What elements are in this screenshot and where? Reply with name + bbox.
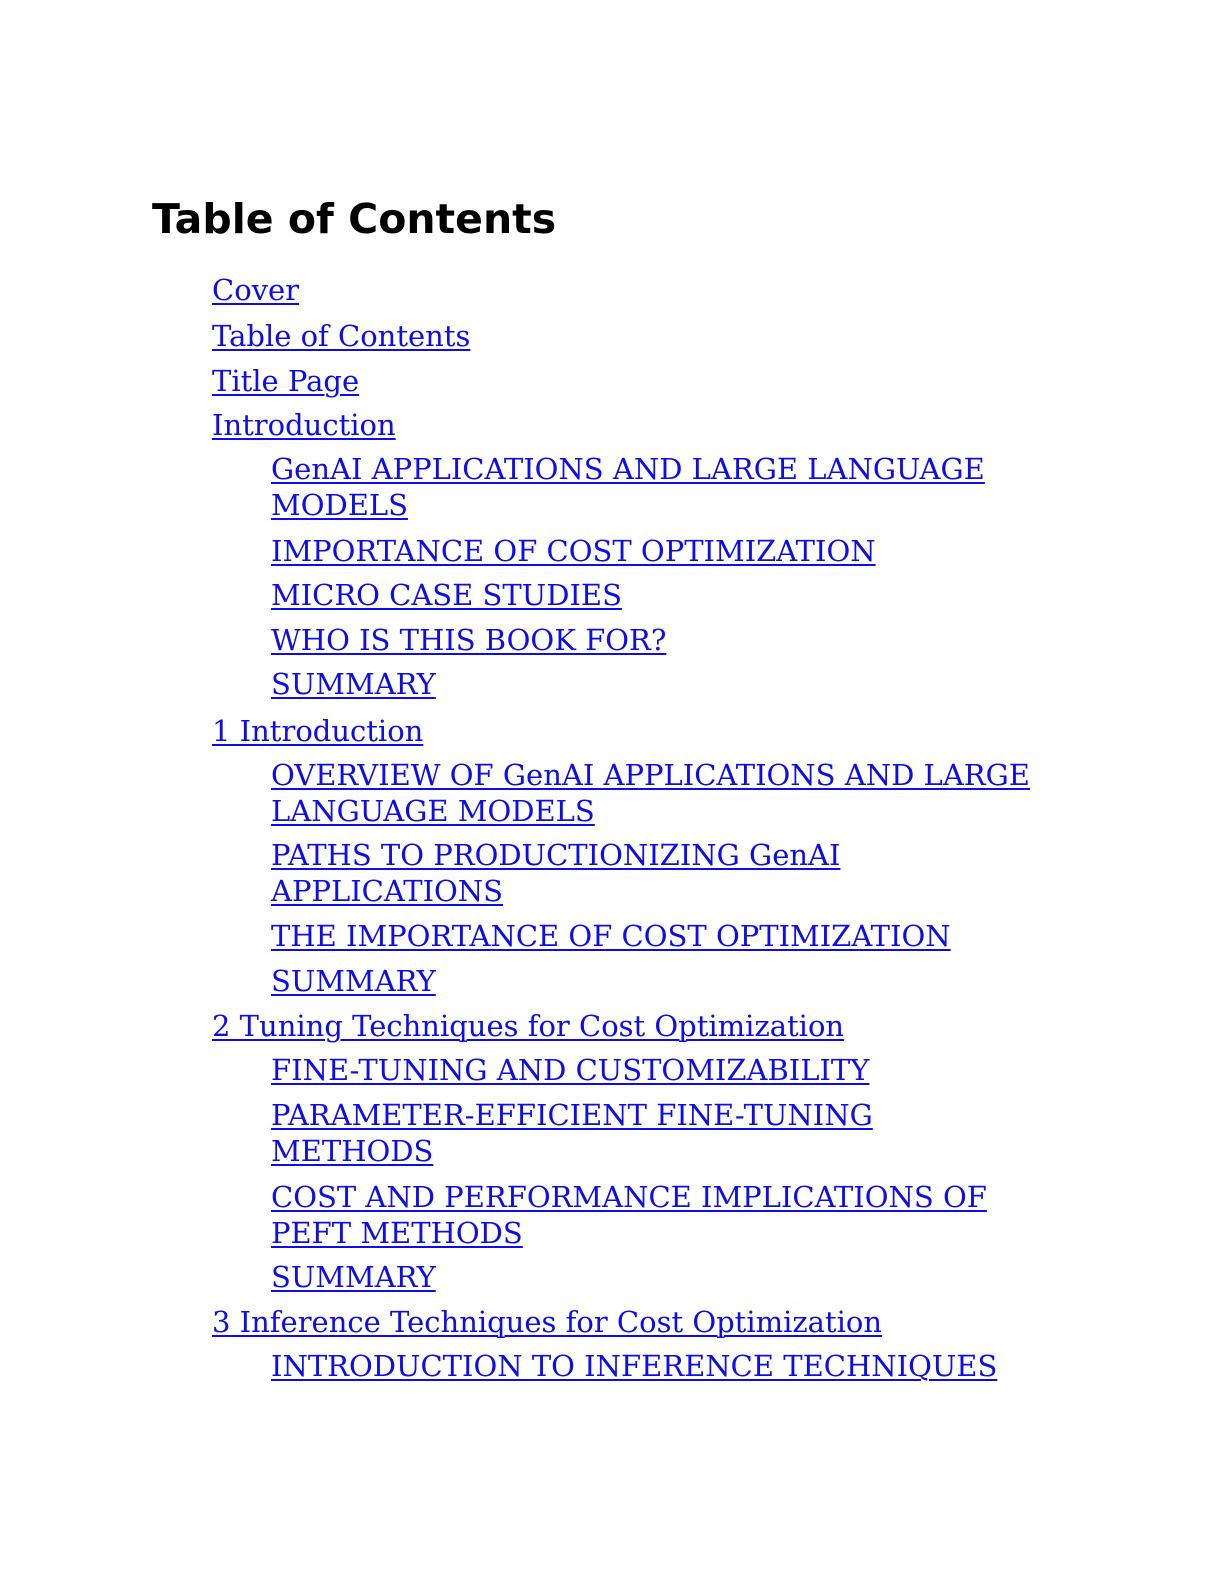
toc-link-micro-case-studies[interactable]: MICRO CASE STUDIES [271, 578, 622, 612]
toc-link-introduction-to-inference-techniques[interactable]: INTRODUCTION TO INFERENCE TECHNIQUES [271, 1349, 998, 1383]
toc-link-cost-and-performance-line1[interactable]: COST AND PERFORMANCE IMPLICATIONS OF [271, 1180, 987, 1214]
toc-link-cover[interactable]: Cover [212, 273, 300, 307]
toc-link-summary-ch1[interactable]: SUMMARY [271, 964, 436, 998]
toc-link-summary-intro[interactable]: SUMMARY [271, 667, 436, 701]
toc-link-peft-methods-line2[interactable]: METHODS [271, 1134, 434, 1168]
toc-link-chapter-1[interactable]: 1 Introduction [212, 714, 424, 748]
toc-link-summary-ch2[interactable]: SUMMARY [271, 1260, 436, 1294]
toc-link-paths-to-productionizing-line2[interactable]: APPLICATIONS [271, 874, 504, 908]
toc-link-genai-applications-line2[interactable]: MODELS [271, 488, 409, 522]
toc-link-chapter-2[interactable]: 2 Tuning Techniques for Cost Optimization [212, 1009, 845, 1043]
toc-link-overview-genai-line1[interactable]: OVERVIEW OF GenAI APPLICATIONS AND LARGE [271, 758, 1030, 792]
toc-link-table-of-contents[interactable]: Table of Contents [212, 319, 471, 353]
toc-link-paths-to-productionizing-line1[interactable]: PATHS TO PRODUCTIONIZING GenAI [271, 838, 841, 872]
toc-link-who-is-this-book-for[interactable]: WHO IS THIS BOOK FOR? [271, 623, 667, 657]
toc-link-cost-and-performance-line2[interactable]: PEFT METHODS [271, 1216, 523, 1250]
toc-link-chapter-3[interactable]: 3 Inference Techniques for Cost Optimization [212, 1305, 883, 1339]
toc-link-peft-methods-line1[interactable]: PARAMETER-EFFICIENT FINE-TUNING [271, 1098, 873, 1132]
toc-link-fine-tuning-and-customizability[interactable]: FINE-TUNING AND CUSTOMIZABILITY [271, 1053, 870, 1087]
toc-link-title-page[interactable]: Title Page [212, 364, 360, 398]
page-title: Table of Contents [152, 195, 557, 243]
toc-link-overview-genai-line2[interactable]: LANGUAGE MODELS [271, 794, 595, 828]
toc-link-genai-applications-line1[interactable]: GenAI APPLICATIONS AND LARGE LANGUAGE [271, 452, 985, 486]
toc-link-the-importance-of-cost-optimization[interactable]: THE IMPORTANCE OF COST OPTIMIZATION [271, 919, 951, 953]
toc-link-introduction[interactable]: Introduction [212, 408, 396, 442]
toc-link-importance-of-cost-optimization[interactable]: IMPORTANCE OF COST OPTIMIZATION [271, 534, 876, 568]
